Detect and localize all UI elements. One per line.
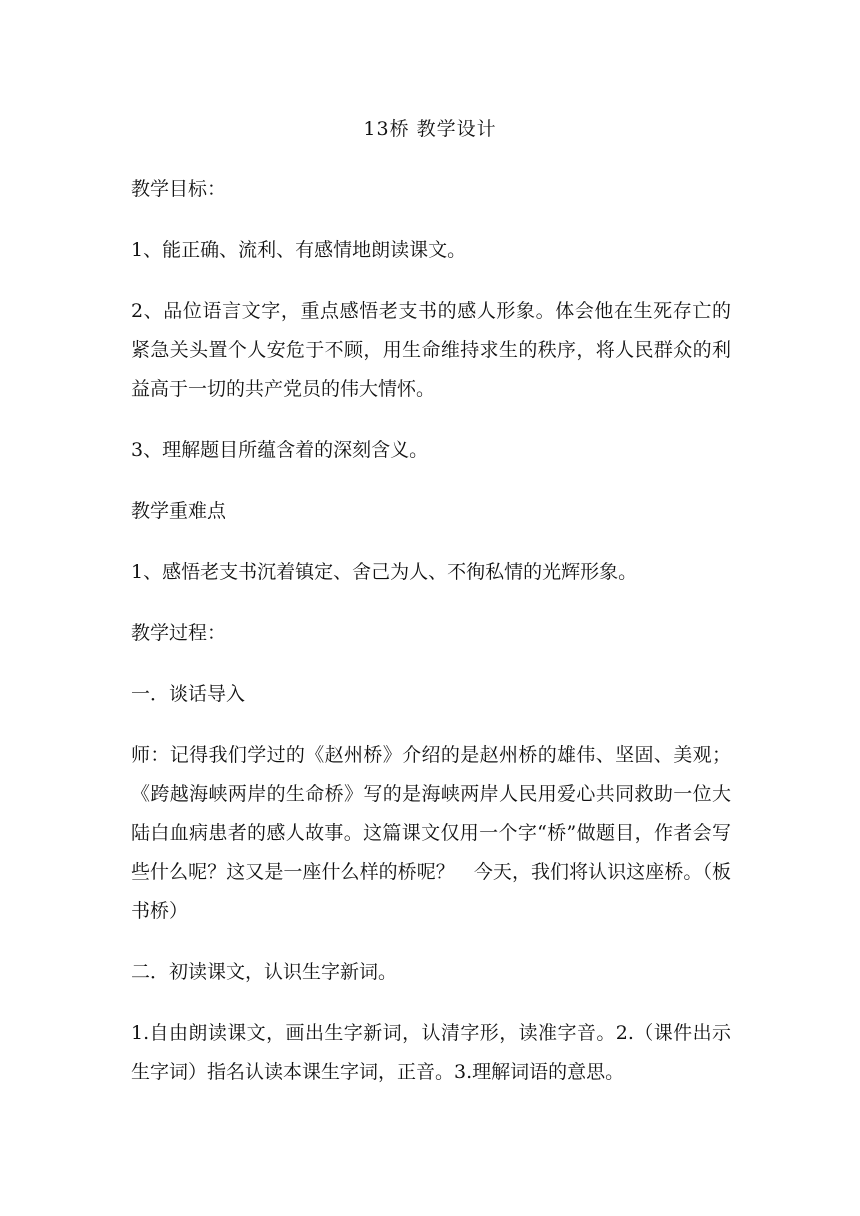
objective-item-2: 2、品位语言文字，重点感悟老支书的感人形象。体会他在生死存亡的紧急关头置个人安危于不顾，用生命维持求生的秩序，将人民群众的利益高于一切的共产党员的伟大情怀。 [131,300,731,400]
step-heading-1: 一．谈话导入 [131,683,246,705]
step-heading-2: 二．初读课文，认识生字新词。 [131,961,398,983]
section-heading-objectives: 教学目标： [131,178,227,200]
reading-steps-paragraph: 1.自由朗读课文，画出生字新词，认清字形，读准字音。2.（课件出示生字词）指名认读本课生字词，正音。3.理解词语的意思。 [131,1022,731,1083]
section-heading-process: 教学过程： [131,622,227,644]
objective-item-1: 1、能正确、流利、有感情地朗读课文。 [131,239,467,261]
teacher-intro-paragraph: 师：记得我们学过的《赵州桥》介绍的是赵州桥的雄伟、坚固、美观；《跨越海峡两岸的生命桥》写的是海峡两岸人民用爱心共同救助一位大陆白血病患者的感人故事。这篇课文仅用一个字“桥”做题目，作者会写些什么呢？这又是一座什么样的桥呢？ 今天，我们将认识这座桥。（板书桥） [131,744,731,922]
section-heading-key-points: 教学重难点 [131,500,227,522]
key-point-item-1: 1、感悟老支书沉着镇定、舍己为人、不徇私情的光辉形象。 [131,561,638,583]
document-body [131,170,731,1114]
objective-item-3: 3、理解题目所蕴含着的深刻含义。 [131,439,429,461]
document-title: 13桥 教学设计 [363,118,497,140]
